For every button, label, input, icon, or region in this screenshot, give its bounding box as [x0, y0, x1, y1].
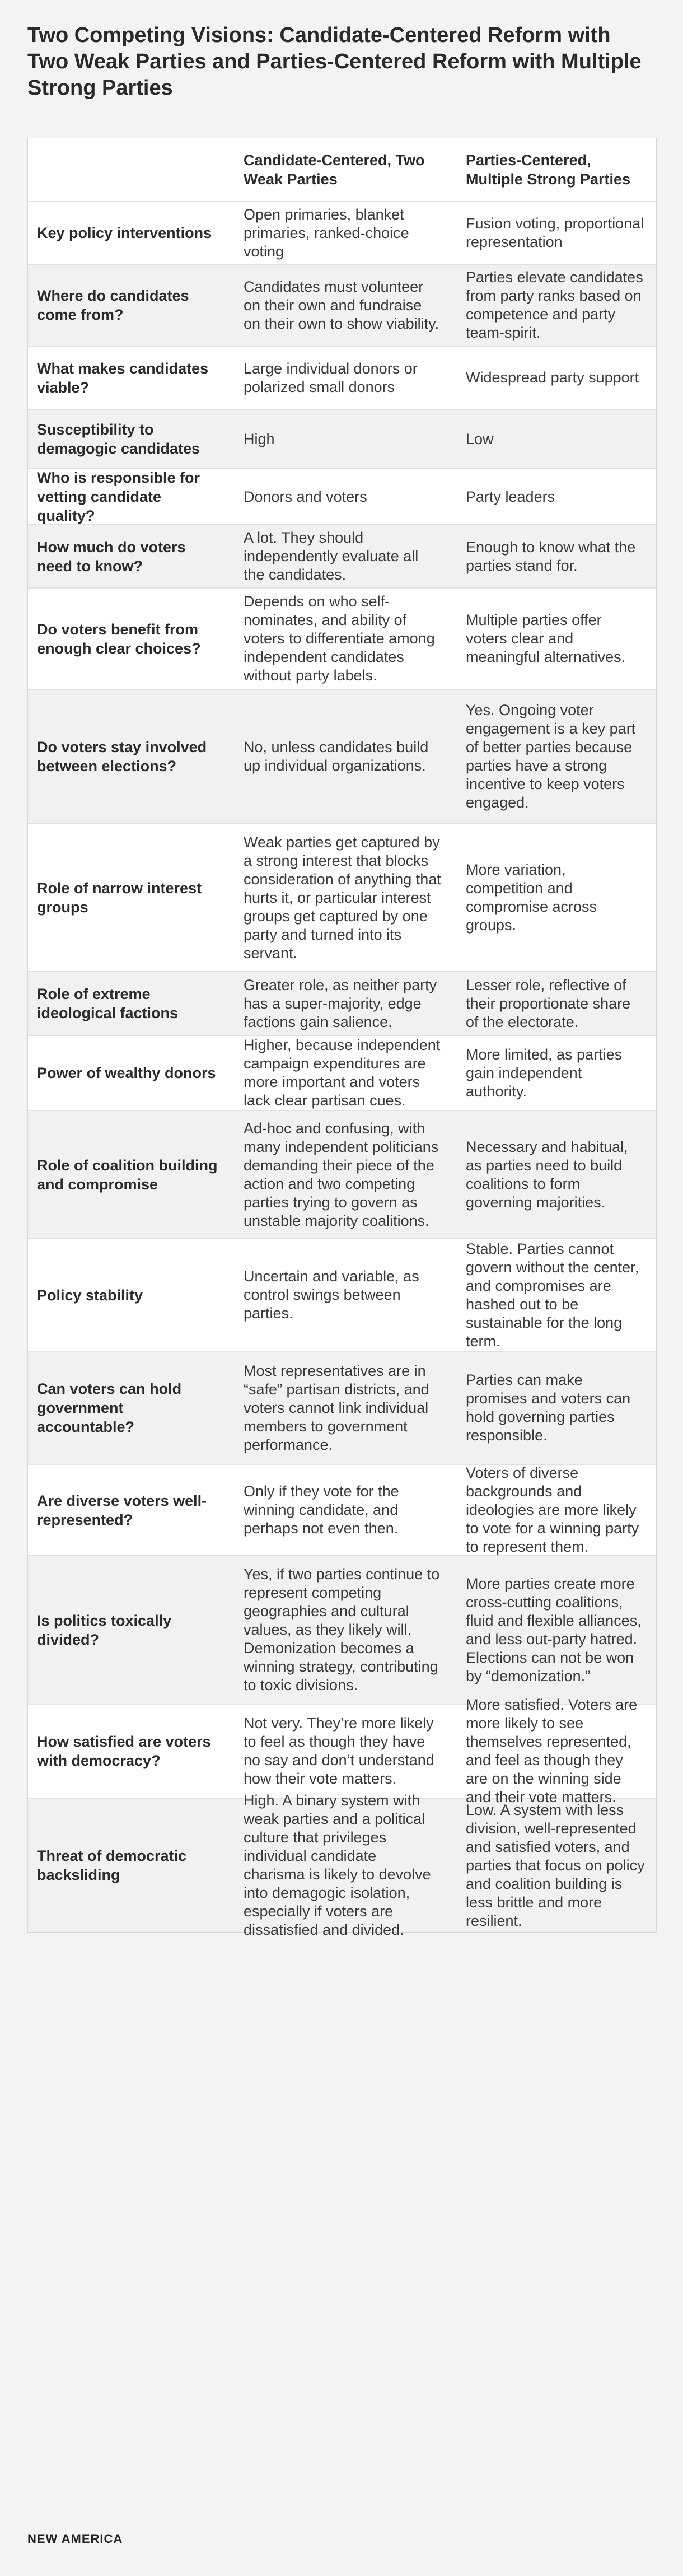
- parties-centered-value: Necessary and habitual, as parties need to build coalitions to form governing majorities.: [466, 1138, 628, 1211]
- candidate-centered-value-cell: [231, 1352, 453, 1464]
- parties-centered-value: Voters of diverse backgrounds and ideologies are more likely to vote for a winning party to represent them.: [466, 1464, 639, 1555]
- parties-centered-value: Yes. Ongoing voter engagement is a key part of better parties because parties have a strong incentive to keep voters engaged.: [466, 702, 636, 811]
- row-label: Can voters can hold government accountable?: [37, 1380, 182, 1435]
- row-label: Threat of democratic backsliding: [37, 1847, 187, 1883]
- candidate-centered-value: Depends on who self-nominates, and ability of voters to differentiate among independent candidates without party labels.: [244, 593, 435, 684]
- candidate-centered-value: Candidates must volunteer on their own and fundraise on their own to show viability.: [244, 278, 439, 332]
- row-label: Do voters benefit from enough clear choices?: [37, 620, 201, 657]
- parties-centered-value-cell: [453, 202, 656, 264]
- table-row: [28, 525, 656, 589]
- candidate-centered-value-cell: [231, 824, 453, 971]
- candidate-centered-value: High: [244, 430, 275, 447]
- table-row: [28, 1465, 656, 1556]
- candidate-centered-value: Weak parties get captured by a strong interest that blocks consideration of anything that hurts it, or particular interest groups get captured by one party and turned into its servant.: [244, 833, 441, 962]
- column-header-parties-centered: Parties-Centered, Multiple Strong Parties: [466, 152, 631, 188]
- parties-centered-value: Stable. Parties cannot govern without the center, and compromises are hashed out to be sustainable for the long term.: [466, 1240, 639, 1350]
- row-label-cell: [28, 1036, 231, 1110]
- candidate-centered-value-cell: [231, 525, 453, 587]
- parties-centered-value: More parties create more cross-cutting coalitions, fluid and flexible alliances, and less out-party hatred. Elections can not be won by “demonization.”: [466, 1575, 642, 1684]
- candidate-centered-value-cell: [231, 1465, 453, 1555]
- candidate-centered-value: Donors and voters: [244, 488, 367, 505]
- candidate-centered-value: Most representatives are in “safe” partisan districts, and voters cannot link individual members to government performance.: [244, 1362, 429, 1453]
- candidate-centered-value: Higher, because independent campaign expenditures are more important and voters lack clear partisan cues.: [244, 1037, 441, 1109]
- row-label-cell: [28, 824, 231, 971]
- table-row: [28, 1352, 656, 1465]
- row-label-cell: [28, 265, 231, 346]
- parties-centered-value-cell: [453, 690, 656, 823]
- row-label-cell: [28, 347, 231, 409]
- table-row: [28, 1556, 656, 1705]
- comparison-table: [27, 138, 657, 1938]
- row-label-cell: [28, 469, 231, 524]
- candidate-centered-value: High. A binary system with weak parties and a political culture that privileges individual candidate charisma is likely to devolve into demagogic isolation, especially if voters are dissatisfied and divided.: [244, 1792, 431, 1938]
- column-header-candidate-centered: Candidate-Centered, Two Weak Parties: [244, 152, 425, 188]
- parties-centered-value: Parties can make promises and voters can hold governing parties responsible.: [466, 1371, 631, 1444]
- parties-centered-value: Widespread party support: [466, 369, 639, 386]
- row-label: Are diverse voters well-represented?: [37, 1492, 207, 1528]
- table-body: [28, 202, 656, 1938]
- candidate-centered-value-cell: [231, 1036, 453, 1110]
- table-row: [28, 202, 656, 265]
- row-label: Who is responsible for vetting candidate quality?: [37, 469, 200, 524]
- row-label-cell: [28, 1111, 231, 1238]
- parties-centered-value-cell: [453, 1352, 656, 1464]
- parties-centered-value-cell: [453, 265, 656, 346]
- row-label-cell: [28, 589, 231, 689]
- new-america-logo: NEW AMERICA: [27, 2532, 123, 2546]
- parties-centered-value-cell: [453, 469, 656, 524]
- parties-centered-value-cell: [453, 347, 656, 409]
- candidate-centered-value: Greater role, as neither party has a super-majority, edge factions gain salience.: [244, 976, 437, 1030]
- row-label-cell: [28, 1352, 231, 1464]
- table-row: [28, 824, 656, 972]
- candidate-centered-value: A lot. They should independently evaluate all the candidates.: [244, 529, 419, 583]
- header-cell-empty: [28, 138, 231, 201]
- row-label-cell: [28, 1239, 231, 1351]
- candidate-centered-value: Ad-hoc and confusing, with many independent politicians demanding their piece of the action and two competing parties trying to govern as unstable majority coalitions.: [244, 1119, 439, 1229]
- table-row: [28, 1239, 656, 1352]
- parties-centered-value: More variation, competition and compromise across groups.: [466, 861, 597, 934]
- table-row: [28, 347, 656, 410]
- candidate-centered-value-cell: [231, 202, 453, 264]
- table-row: [28, 1036, 656, 1111]
- table-header-row: [28, 138, 656, 202]
- parties-centered-value-cell: [453, 1036, 656, 1110]
- candidate-centered-value-cell: [231, 1111, 453, 1238]
- candidate-centered-value-cell: [231, 410, 453, 468]
- parties-centered-value: Low: [466, 430, 494, 447]
- header-cell-parties-centered: [453, 138, 656, 201]
- row-label: Role of narrow interest groups: [37, 880, 202, 916]
- row-label-cell: [28, 972, 231, 1035]
- row-label-cell: [28, 1465, 231, 1555]
- candidate-centered-value: Open primaries, blanket primaries, ranked-choice voting: [244, 206, 409, 260]
- row-label-cell: [28, 525, 231, 587]
- row-label: Power of wealthy donors: [37, 1065, 216, 1081]
- row-label: Policy stability: [37, 1286, 143, 1304]
- row-label: Susceptibility to demagogic candidates: [37, 421, 200, 457]
- parties-centered-value: More satisfied. Voters are more likely to see themselves represented, and feel as though they are on the winning side and their vote matters.: [466, 1696, 638, 1805]
- candidate-centered-value: Yes, if two parties continue to represent competing geographies and cultural values, as they likely will. Demonization becomes a winning strategy, contributing to toxic divisions.: [244, 1566, 440, 1693]
- parties-centered-value-cell: [453, 410, 656, 468]
- parties-centered-value-cell: [453, 824, 656, 971]
- candidate-centered-value: Large individual donors or polarized small donors: [244, 360, 418, 395]
- table-row: [28, 972, 656, 1036]
- candidate-centered-value-cell: [231, 265, 453, 346]
- row-label-cell: [28, 690, 231, 823]
- row-label: Role of extreme ideological factions: [37, 986, 179, 1021]
- candidate-centered-value: No, unless candidates build up individual organizations.: [244, 739, 429, 774]
- row-label: Do voters stay involved between elections?: [37, 739, 207, 774]
- table-row: [28, 1696, 656, 1805]
- candidate-centered-value-cell: [231, 972, 453, 1035]
- parties-centered-value-cell: [453, 1556, 656, 1704]
- candidate-centered-value-cell: [231, 469, 453, 524]
- parties-centered-value: Party leaders: [466, 488, 555, 505]
- row-label-cell: [28, 202, 231, 264]
- candidate-centered-value-cell: [231, 347, 453, 409]
- table-row: [28, 1111, 656, 1239]
- parties-centered-value-cell: [453, 525, 656, 587]
- row-label: How satisfied are voters with democracy?: [37, 1733, 211, 1769]
- candidate-centered-value-cell: [231, 1705, 453, 1798]
- candidate-centered-value-cell: [231, 1556, 453, 1704]
- parties-centered-value: Fusion voting, proportional representation: [466, 215, 644, 250]
- parties-centered-value-cell: [453, 589, 656, 689]
- header-cell-candidate-centered: [231, 138, 453, 201]
- table-row: [28, 265, 656, 347]
- parties-centered-value: More limited, as parties gain independent authority.: [466, 1046, 623, 1100]
- parties-centered-value: Low. A system with less division, well-represented and satisfied voters, and parties that focus on policy and coalition building is less brittle and more resilient.: [466, 1801, 645, 1929]
- table-row: [28, 589, 656, 690]
- parties-centered-value: Lesser role, reflective of their proportionate share of the electorate.: [466, 976, 631, 1030]
- parties-centered-value-cell: [453, 1799, 656, 1932]
- table-row: [28, 1792, 656, 1938]
- parties-centered-value: Parties elevate candidates from party ranks based on competence and party team-spirit.: [466, 269, 643, 341]
- row-label: What makes candidates viable?: [37, 360, 209, 396]
- candidate-centered-value-cell: [231, 589, 453, 689]
- parties-centered-value-cell: [453, 1111, 656, 1238]
- row-label-cell: [28, 1799, 231, 1932]
- row-label: Key policy interventions: [37, 225, 212, 241]
- table-row: [28, 469, 656, 525]
- parties-centered-value: Enough to know what the parties stand for.: [466, 538, 636, 574]
- row-label-cell: [28, 1556, 231, 1704]
- parties-centered-value-cell: [453, 1465, 656, 1555]
- row-label: Role of coalition building and compromise: [37, 1156, 218, 1193]
- row-label-cell: [28, 1705, 231, 1798]
- table-row: [28, 690, 656, 824]
- candidate-centered-value: Uncertain and variable, as control swings between parties.: [244, 1268, 419, 1322]
- candidate-centered-value-cell: [231, 1239, 453, 1351]
- row-label: Is politics toxically divided?: [37, 1612, 172, 1648]
- parties-centered-value-cell: [453, 1239, 656, 1351]
- row-label: Where do candidates come from?: [37, 287, 189, 323]
- table-row: [28, 410, 656, 469]
- candidate-centered-value-cell: [231, 690, 453, 823]
- candidate-centered-value-cell: [231, 1792, 453, 1938]
- parties-centered-value-cell: [453, 1696, 656, 1805]
- parties-centered-value-cell: [453, 972, 656, 1035]
- page-title: Two Competing Visions: Candidate-Centered Reform with Two Weak Parties and Parties-Centered Reform with Multiple Strong Parties: [27, 24, 642, 100]
- row-label: How much do voters need to know?: [37, 538, 186, 575]
- candidate-centered-value: Only if they vote for the winning candidate, and perhaps not even then.: [244, 1483, 399, 1537]
- row-label-cell: [28, 410, 231, 468]
- candidate-centered-value: Not very. They’re more likely to feel as though they have no say and don’t understand how their vote matters.: [244, 1715, 434, 1787]
- parties-centered-value: Multiple parties offer voters clear and meaningful alternatives.: [466, 612, 626, 665]
